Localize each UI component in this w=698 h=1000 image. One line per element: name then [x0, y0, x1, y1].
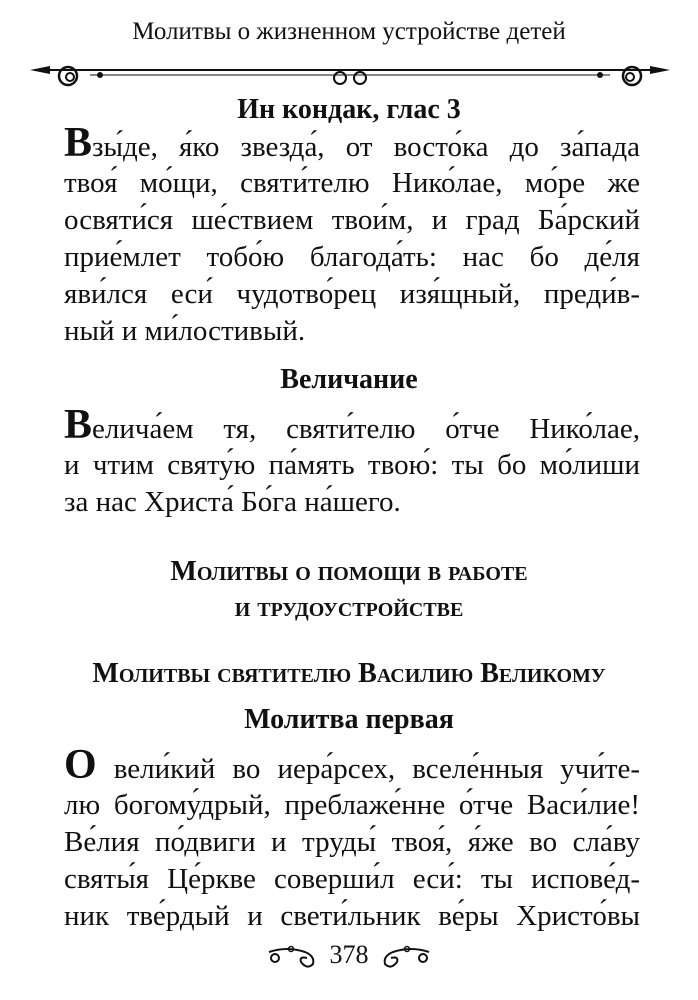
running-head: Молитвы о жизненном устройстве детей [132, 18, 566, 45]
magnification-text [64, 402, 640, 521]
flourish-right-icon [375, 944, 431, 970]
flourish-left-icon [267, 944, 323, 970]
text-line-with-drop-cap [64, 402, 640, 448]
page-footer [0, 940, 698, 970]
text-line: святы́я Це́ркве соверши́л еси́: ты испове́д- [64, 863, 640, 895]
prayer-heading: Молитва первая [244, 704, 454, 735]
text-line: освяти́ся ше́ствием твои́м, и град Ба́рский [64, 204, 640, 236]
page-number: 378 [329, 940, 369, 969]
text-line: елича́ем тя, святи́телю о́тче Нико́лае, [92, 413, 640, 445]
drop-cap: В [64, 402, 93, 448]
text-line: лю богому́дрый, преблаже́нне о́тче Васи́лие! [64, 789, 640, 821]
kontakion-heading: Ин кондак, глас 3 [237, 94, 461, 125]
text-line: ник тве́рдый и свети́льник ве́ры Христо́вы [64, 900, 640, 932]
text-line: твоя́ мо́щи, святи́телю Нико́лае, мо́ре же [64, 167, 640, 199]
text-line: зы́де, я́ко звезда́, от восто́ка до за́пада [92, 131, 640, 163]
kontakion-text [64, 120, 640, 350]
magnification-heading: Величание [280, 364, 418, 395]
text-line-with-drop-cap [64, 742, 640, 788]
text-line: вели́кий во иера́рсех, вселе́нныя учи́те- [96, 753, 640, 785]
text-line: яви́лся еси́ чудотво́рец изя́щный, преди́в- [64, 278, 640, 310]
text-line: за нас Христа́ Бо́га на́шего. [64, 486, 401, 518]
subsection-title: Молитвы святителю Василию Великому [92, 658, 606, 689]
text-line: прие́млет тобо́ю благода́ть: нас бо де́ля [64, 241, 640, 273]
drop-cap: О [64, 742, 97, 788]
drop-cap: В [64, 120, 93, 166]
ornament-divider [30, 56, 670, 92]
text-line: ный и ми́лостивый. [64, 315, 306, 347]
text-line-with-drop-cap [64, 120, 640, 166]
prayer-text [64, 742, 640, 935]
section-title-line1: Молитвы о помощи в работе [170, 556, 528, 587]
text-line: и чтим святу́ю па́мять твою́: ты бо мо́лиши [64, 449, 640, 481]
section-title-line2: и трудоустройстве [234, 592, 464, 623]
text-line: Ве́лия по́двиги и труды́ твоя́, я́же во сла́ву [64, 826, 640, 858]
